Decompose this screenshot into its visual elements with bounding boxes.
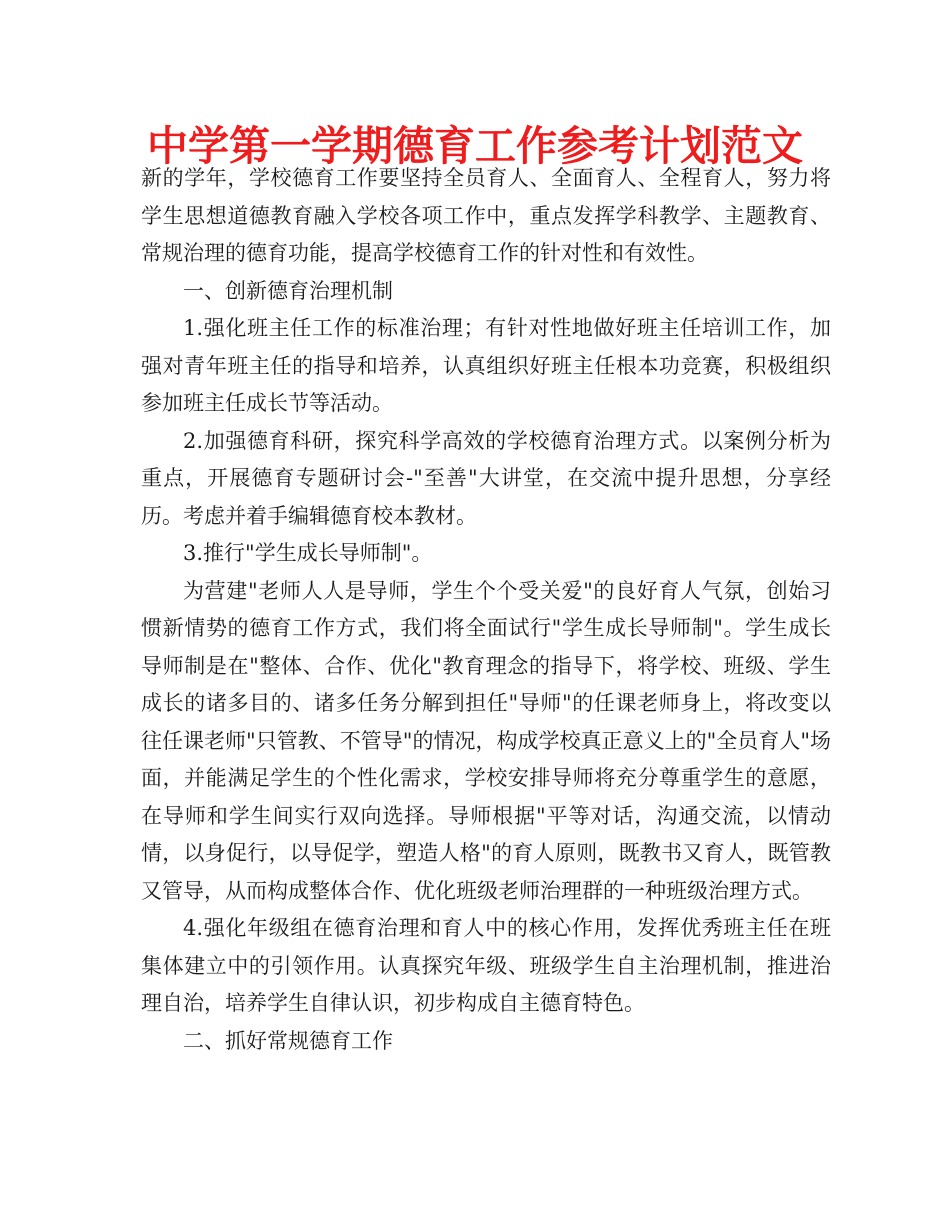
paragraph-item-4: 4.强化年级组在德育治理和育人中的核心作用，发挥优秀班主任在班集体建立中的引领作用。认真探究年级、班级学生自主治理机制，推进治理自治，培养学生自律认识，初步构成自主德育特色。 bbox=[141, 916, 831, 1015]
paragraph-intro: 新的学年，学校德育工作要坚持全员育人、全面育人、全程育人，努力将学生思想道德教育融入学校各项工作中，重点发挥学科教学、主题教育、常规治理的德育功能，提高学校德育工作的针对性和有效性。 bbox=[141, 166, 831, 265]
paragraph-item-1: 1.强化班主任工作的标准治理；有针对性地做好班主任培训工作，加强对青年班主任的指导和培养，认真组织好班主任根本功竞赛，积极组织参加班主任成长节等活动。 bbox=[141, 316, 831, 415]
paragraph-mentor-system: 为营建"老师人人是导师，学生个个受关爱"的良好育人气氛，创始习惯新情势的德育工作方式，我们将全面试行"学生成长导师制"。学生成长导师制是在"整体、合作、优化"教育理念的指导下，将学校、班级、学生成长的诸多目的、诸多任务分解到担任"导师"的任课老师身上，将改变以往任课老师"只管教、不管导"的情况，构成学校真正意义上的"全员育人"场面，并能满足学生的个性化需求，学校安排导师将充分尊重学生的意愿，在导师和学生间实行双向选择。导师根据"平等对话，沟通交流，以情动情，以身促行，以导促学，塑造人格"的育人原则，既教书又育人，既管教又管导，从而构成整体合作、优化班级老师治理群的一种班级治理方式。 bbox=[141, 578, 831, 903]
paragraph-item-3: 3.推行"学生成长导师制"。 bbox=[183, 541, 433, 565]
document-body bbox=[141, 160, 831, 1060]
document-title: 中学第一学期德育工作参考计划范文 bbox=[147, 122, 803, 170]
paragraph-item-2: 2.加强德育科研，探究科学高效的学校德育治理方式。以案例分析为重点，开展德育专题研讨会-"至善"大讲堂，在交流中提升思想，分享经历。考虑并着手编辑德育校本教材。 bbox=[141, 428, 831, 528]
section-heading-1: 一、创新德育治理机制 bbox=[183, 278, 393, 303]
section-heading-2: 二、抓好常规德育工作 bbox=[183, 1028, 393, 1053]
